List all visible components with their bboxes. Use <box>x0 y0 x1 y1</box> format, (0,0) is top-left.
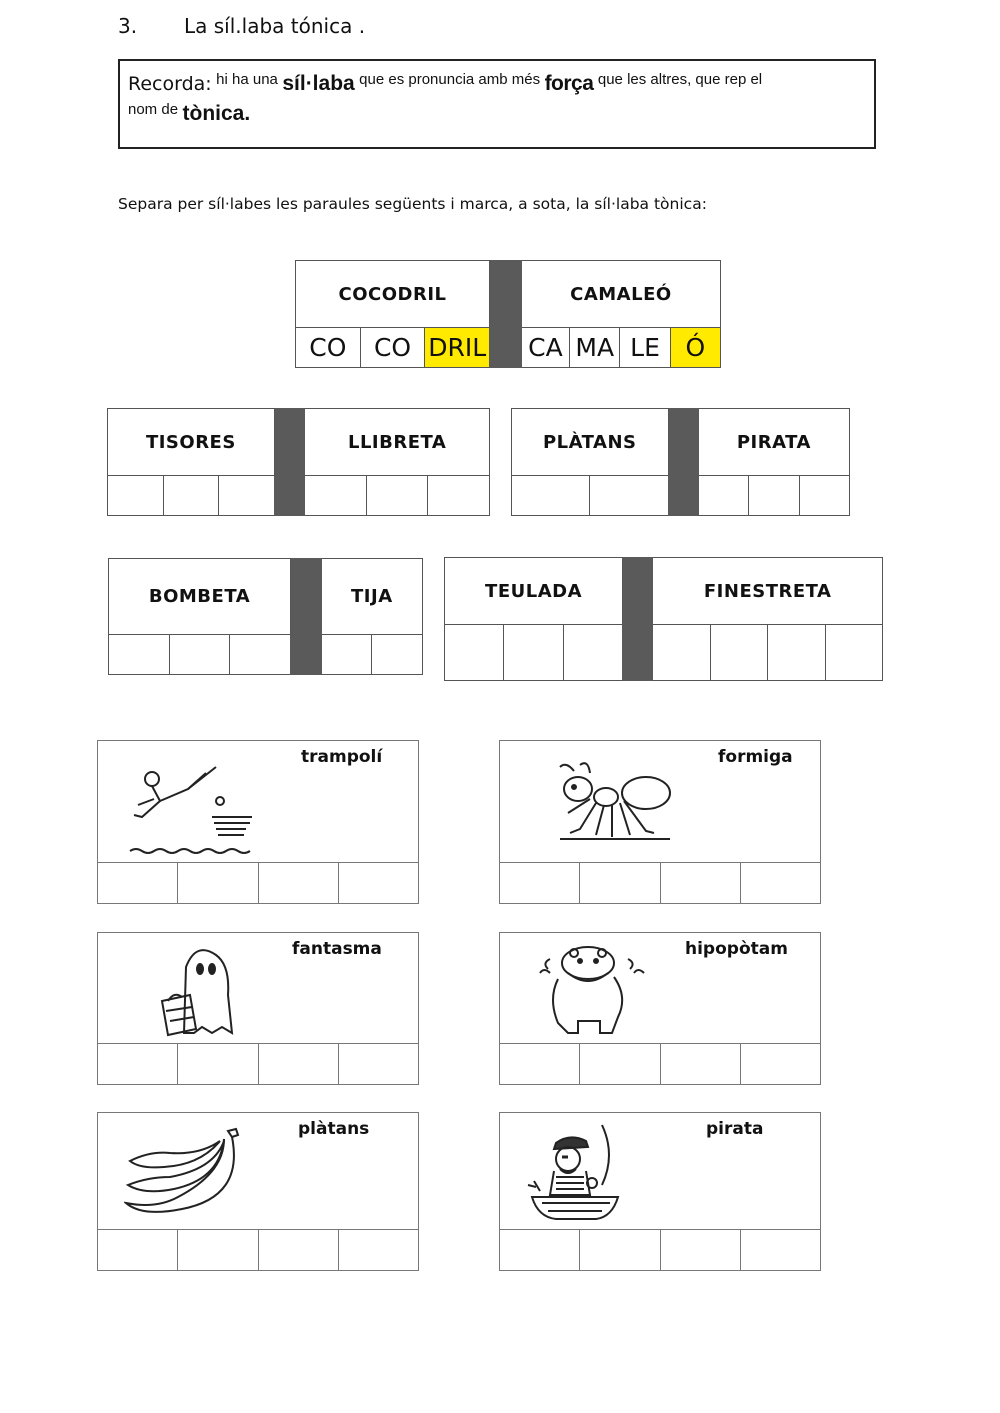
answer-cell[interactable] <box>825 625 882 681</box>
answer-cell[interactable] <box>799 476 849 516</box>
example-word-1: COCODRIL <box>296 261 490 328</box>
answer-cell[interactable] <box>109 635 170 675</box>
exercise-heading <box>118 14 365 38</box>
tonic-syllable-cell: DRIL <box>425 328 490 368</box>
picture-card <box>499 740 821 904</box>
answer-cell[interactable] <box>768 625 825 681</box>
answer-cell[interactable] <box>98 863 178 903</box>
answer-cell[interactable] <box>500 863 580 903</box>
picture-word: pirata <box>706 1119 764 1139</box>
exercise-word: PIRATA <box>698 409 849 476</box>
answer-cell[interactable] <box>108 476 164 516</box>
answer-cell[interactable] <box>580 1230 660 1270</box>
reminder-text-2: que es pronuncia amb més <box>359 71 541 88</box>
answer-cell[interactable] <box>219 476 275 516</box>
reminder-text-3: que les altres, que rep el <box>597 71 763 88</box>
answer-cell[interactable] <box>661 863 741 903</box>
answer-cell[interactable] <box>321 635 372 675</box>
answer-row <box>500 1230 820 1270</box>
picture-card <box>97 1112 419 1271</box>
picture-card <box>499 932 821 1085</box>
answer-row <box>500 863 820 903</box>
syllable-cell: MA <box>570 328 620 368</box>
answer-cell[interactable] <box>445 625 504 681</box>
answer-cell[interactable] <box>169 635 230 675</box>
exercise-word: BOMBETA <box>109 559 291 635</box>
answer-cell[interactable] <box>590 476 668 516</box>
answer-row <box>98 1044 418 1084</box>
exercise-title: La síl.laba tónica . <box>184 14 366 38</box>
picture-card <box>97 932 419 1085</box>
syllable-cell: LE <box>620 328 670 368</box>
syllable-cell: CA <box>521 328 569 368</box>
hippo-icon <box>538 939 648 1039</box>
table-divider <box>274 409 305 516</box>
answer-row <box>98 1230 418 1270</box>
picture-word: formiga <box>718 747 793 767</box>
answer-cell[interactable] <box>661 1230 741 1270</box>
answer-cell[interactable] <box>259 1044 339 1084</box>
answer-cell[interactable] <box>428 476 490 516</box>
exercise-table <box>108 558 423 675</box>
answer-cell[interactable] <box>504 625 563 681</box>
answer-cell[interactable] <box>178 1230 258 1270</box>
exercise-word: PLÀTANS <box>512 409 669 476</box>
instruction-text: Separa per síl·labes les paraules següents i marca, a sota, la síl·laba tònica: <box>118 195 707 213</box>
table-divider <box>490 261 522 368</box>
answer-cell[interactable] <box>366 476 428 516</box>
picture-word: plàtans <box>298 1119 370 1139</box>
answer-cell[interactable] <box>178 863 258 903</box>
ant-icon <box>550 759 680 859</box>
reminder-text-1: hi ha una <box>216 71 278 88</box>
answer-cell[interactable] <box>259 863 339 903</box>
picture-word: trampolí <box>301 747 383 767</box>
answer-cell[interactable] <box>653 625 710 681</box>
syllable-cell: CO <box>360 328 425 368</box>
exercise-word: FINESTRETA <box>653 558 883 625</box>
answer-cell[interactable] <box>580 1044 660 1084</box>
answer-cell[interactable] <box>661 1044 741 1084</box>
reminder-text-4: nom de <box>128 101 179 119</box>
answer-cell[interactable] <box>178 1044 258 1084</box>
reminder-bold-tonic: tònica <box>182 102 245 126</box>
answer-cell[interactable] <box>512 476 590 516</box>
diver-icon <box>128 759 258 859</box>
exercise-table <box>444 557 883 681</box>
picture-card <box>499 1112 821 1271</box>
answer-cell[interactable] <box>230 635 291 675</box>
answer-cell[interactable] <box>259 1230 339 1270</box>
ghost-icon <box>156 939 246 1039</box>
answer-cell[interactable] <box>339 1230 418 1270</box>
syllable-cell: CO <box>296 328 361 368</box>
answer-cell[interactable] <box>339 863 418 903</box>
answer-cell[interactable] <box>698 476 748 516</box>
table-divider <box>668 409 698 516</box>
answer-cell[interactable] <box>580 863 660 903</box>
reminder-bold-syllable: síl·laba <box>282 72 355 95</box>
exercise-word: TISORES <box>108 409 275 476</box>
answer-cell[interactable] <box>741 1044 820 1084</box>
answer-row <box>98 863 418 903</box>
exercise-table <box>107 408 490 516</box>
table-divider <box>623 558 653 681</box>
reminder-box <box>118 59 876 149</box>
answer-cell[interactable] <box>305 476 367 516</box>
reminder-bold-force: força <box>544 72 594 95</box>
reminder-lead: Recorda: <box>128 73 212 95</box>
exercise-table <box>511 408 850 516</box>
picture-word: fantasma <box>292 939 382 959</box>
pirate-icon <box>526 1121 626 1229</box>
example-word-2: CAMALEÓ <box>521 261 720 328</box>
answer-cell[interactable] <box>500 1044 580 1084</box>
answer-cell[interactable] <box>98 1230 178 1270</box>
answer-cell[interactable] <box>372 635 423 675</box>
answer-cell[interactable] <box>563 625 622 681</box>
exercise-word: TEULADA <box>445 558 623 625</box>
example-table <box>295 260 721 368</box>
exercise-number: 3. <box>118 14 138 38</box>
table-divider <box>291 559 322 675</box>
answer-cell[interactable] <box>741 1230 820 1270</box>
picture-word: hipopòtam <box>685 939 788 959</box>
answer-cell[interactable] <box>339 1044 418 1084</box>
tonic-syllable-cell: Ó <box>670 328 720 368</box>
bananas-icon <box>124 1125 254 1225</box>
answer-cell[interactable] <box>749 476 799 516</box>
picture-card <box>97 740 419 904</box>
reminder-period: . <box>244 102 251 126</box>
answer-cell[interactable] <box>98 1044 178 1084</box>
answer-cell[interactable] <box>500 1230 580 1270</box>
exercise-word: TIJA <box>321 559 422 635</box>
answer-cell[interactable] <box>163 476 219 516</box>
answer-cell[interactable] <box>741 863 820 903</box>
exercise-word: LLIBRETA <box>305 409 490 476</box>
answer-row <box>500 1044 820 1084</box>
answer-cell[interactable] <box>710 625 767 681</box>
